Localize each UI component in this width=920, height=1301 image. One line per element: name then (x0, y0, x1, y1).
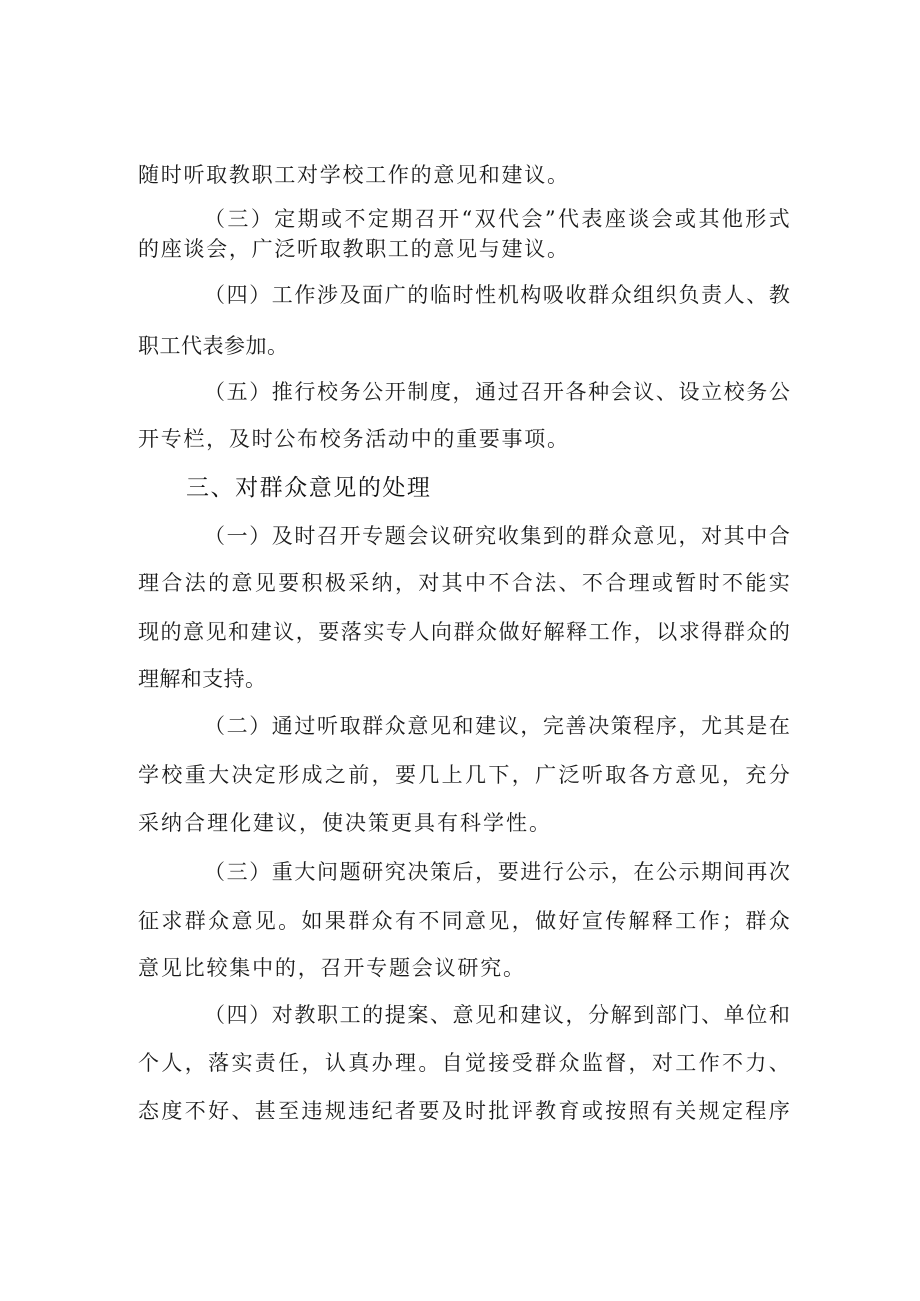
paragraph-line: （ 一 ） 及 时 召 开 专 题 会 议 研 究 收 集 到 的 群 众 意 见 ， 对 其 中 合 (204, 524, 790, 548)
paragraph-line: （ 四 ） 对 教 职 工 的 提 案 、 意 见 和 建 议 ， 分 解 到 部 门 、 单 位 和 (204, 1003, 790, 1027)
paragraph-line: 的 座 谈 会 ， 广 泛 听 取 教 职 工 的 意 见 与 建 议 。 (138, 237, 568, 261)
paragraph-line: 开 专 栏 ， 及 时 公 布 校 务 活 动 中 的 重 要 事 项 。 (138, 427, 568, 451)
section-heading: 三 、 对 群 众 意 见 的 处 理 (186, 475, 430, 501)
paragraph-line: （ 三 ） 重 大 问 题 研 究 决 策 后 ， 要 进 行 公 示 ， 在 公 示 期 间 再 次 (204, 860, 790, 884)
paragraph-line: 征 求 群 众 意 见 。 如 果 群 众 有 不 同 意 见 ， 做 好 宣 传 解 释 工 作 ； 群 众 (138, 909, 790, 933)
paragraph-line: （ 二 ） 通 过 听 取 群 众 意 见 和 建 议 ， 完 善 决 策 程 序 ， 尤 其 是 在 (204, 714, 790, 738)
paragraph-line: 现 的 意 见 和 建 议 ， 要 落 实 专 人 向 群 众 做 好 解 释 工 作 ， 以 求 得 群 众 的 (138, 620, 790, 644)
paragraph-line: 采 纳 合 理 化 建 议 ， 使 决 策 更 具 有 科 学 性 。 (138, 811, 550, 835)
paragraph-line: 职 工 代 表 参 加 。 (138, 334, 288, 358)
paragraph-line: 意 见 比 较 集 中 的 ， 召 开 专 题 会 议 研 究 。 (138, 956, 524, 980)
paragraph-line: 态 度 不 好 、 甚 至 违 规 违 纪 者 要 及 时 批 评 教 育 或 按 照 有 关 规 定 程 序 (138, 1099, 790, 1123)
paragraph-line: （ 四 ） 工 作 涉 及 面 广 的 临 时 性 机 构 吸 收 群 众 组 织 负 责 人 、 教 (204, 283, 790, 307)
paragraph-line: 理 解 和 支 持 。 (138, 667, 266, 691)
paragraph-line: （ 五 ） 推 行 校 务 公 开 制 度 ， 通 过 召 开 各 种 会 议 、 设 立 校 务 公 (204, 380, 790, 404)
paragraph-line: （ 三 ） 定 期 或 不 定 期 召 开 “ 双 代 会 ” 代 表 座 谈 会 或 其 他 形 式 (204, 207, 790, 231)
paragraph-line: 个 人 ， 落 实 责 任 ， 认 真 办 理 。 自 觉 接 受 群 众 监 督 ， 对 工 作 不 力 、 (138, 1051, 790, 1075)
paragraph-line: 理 合 法 的 意 见 要 积 极 采 纳 ， 对 其 中 不 合 法 、 不 合 理 或 暂 时 不 能 实 (138, 571, 790, 595)
paragraph-line: 学 校 重 大 决 定 形 成 之 前 ， 要 几 上 几 下 ， 广 泛 听 取 各 方 意 见 ， 充 分 (138, 763, 790, 787)
paragraph-line: 随 时 听 取 教 职 工 对 学 校 工 作 的 意 见 和 建 议 。 (138, 163, 568, 187)
